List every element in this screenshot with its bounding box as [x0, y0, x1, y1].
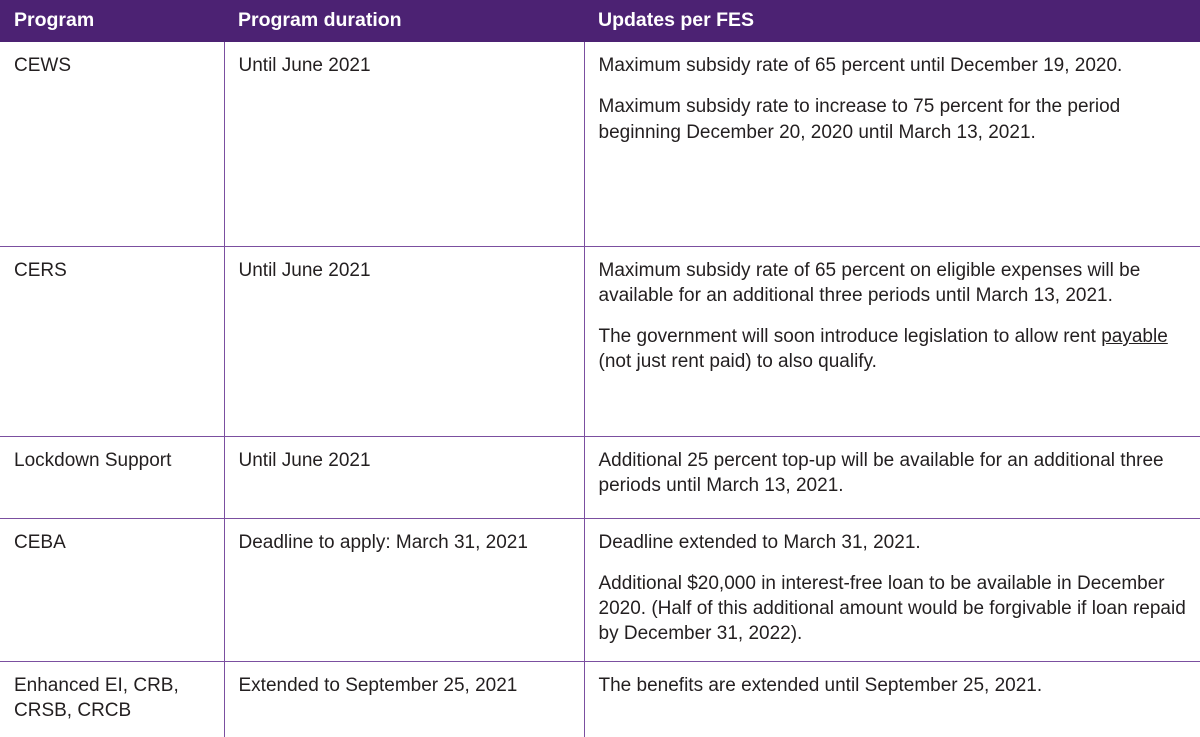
cell-duration: Extended to September 25, 2021: [224, 661, 584, 737]
update-paragraph: The benefits are extended until September 25, 2021.: [598, 674, 1043, 696]
cell-duration: Until June 2021: [224, 436, 584, 518]
cell-duration: Until June 2021: [224, 42, 584, 246]
table-row: [0, 518, 1200, 661]
table-header: [0, 0, 1200, 42]
update-paragraph: Additional $20,000 in interest-free loan to be available in December 2020. (Half of this additional amount would be forgivable if loan repaid by December 31, 2022).: [598, 572, 1186, 645]
table-header-row: [0, 0, 1200, 42]
cell-program: CEWS: [0, 42, 224, 246]
cell-updates: [584, 42, 1200, 246]
update-paragraph: Maximum subsidy rate of 65 percent on eligible expenses will be available for an additional three periods until March 13, 2021.: [598, 259, 1141, 306]
update-paragraph: Additional 25 percent top-up will be available for an additional three periods until March 13, 2021.: [598, 449, 1164, 496]
column-header-updates-per-fes: Updates per FES: [584, 0, 1200, 42]
update-paragraph: Deadline extended to March 31, 2021.: [598, 531, 921, 553]
cell-program: Enhanced EI, CRB, CRSB, CRCB: [0, 661, 224, 737]
cell-program: CERS: [0, 246, 224, 436]
cell-duration: Until June 2021: [224, 246, 584, 436]
cell-updates: [584, 246, 1200, 436]
cell-program: Lockdown Support: [0, 436, 224, 518]
update-text-prefix: The government will soon introduce legislation to allow rent: [598, 326, 1102, 348]
update-paragraph: Maximum subsidy rate of 65 percent until December 19, 2020.: [598, 55, 1123, 76]
update-paragraph: Maximum subsidy rate to increase to 75 percent for the period beginning December 20, 2020 until March 13, 2021.: [598, 96, 1121, 143]
cell-updates: [584, 661, 1200, 737]
table-row: [0, 436, 1200, 518]
update-text-underlined: payable: [1101, 326, 1168, 348]
update-paragraph: [599, 324, 1187, 375]
cell-updates: [584, 436, 1200, 518]
column-header-program: Program: [0, 0, 224, 42]
table-row: [0, 42, 1200, 246]
update-text-suffix: (not just rent paid) to also qualify.: [598, 351, 877, 373]
table-row: [0, 246, 1200, 436]
table-body: [0, 42, 1200, 737]
cell-updates: [584, 518, 1200, 661]
column-header-program-duration: Program duration: [224, 0, 584, 42]
table-row: [0, 661, 1200, 737]
cell-program: CEBA: [0, 518, 224, 661]
cell-duration: Deadline to apply: March 31, 2021: [224, 518, 584, 661]
